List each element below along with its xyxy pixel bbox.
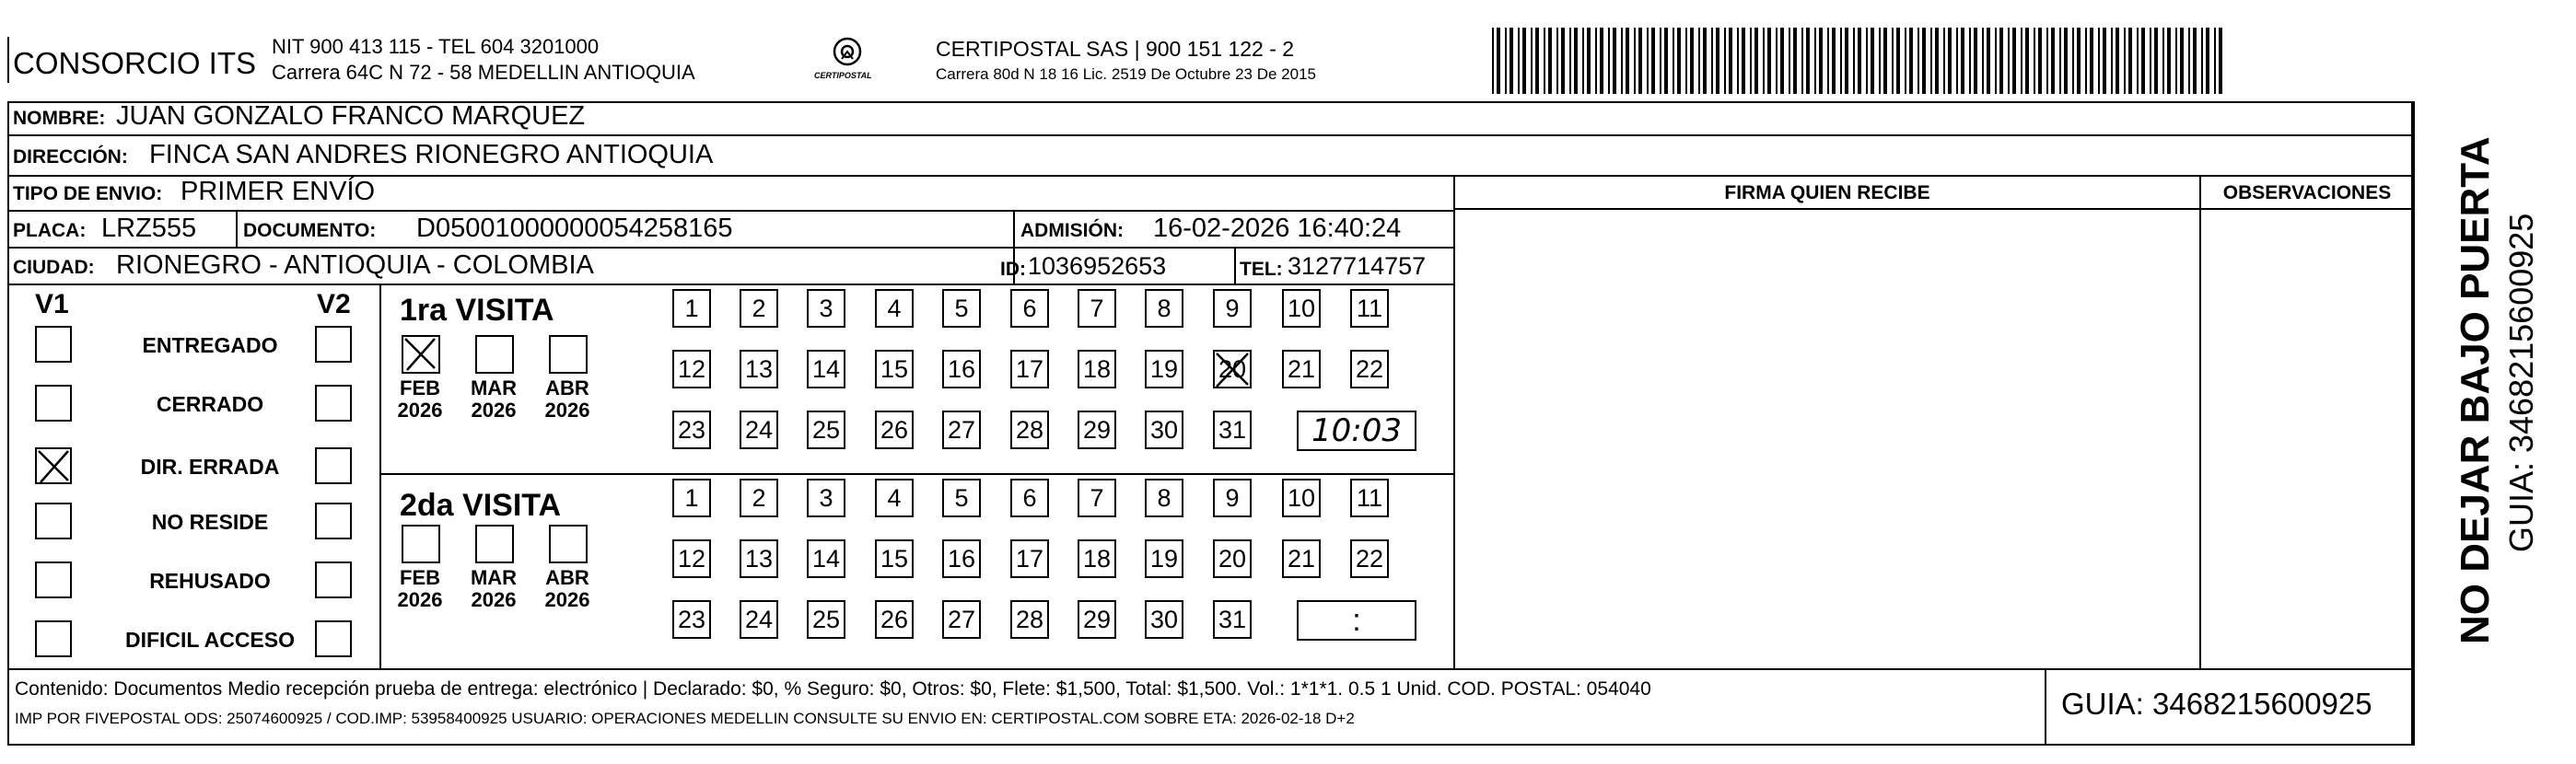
barcode-bar: [2167, 28, 2171, 94]
second-day-box: 4: [875, 479, 914, 517]
barcode-bar: [2141, 28, 2145, 94]
v1-checkbox: [35, 385, 72, 422]
first-month-checkbox: [475, 335, 514, 374]
barcode-bar: [1651, 28, 1655, 94]
second-day-box: 17: [1010, 539, 1049, 578]
barcode-bar: [2175, 28, 2177, 94]
barcode-bar: [2064, 28, 2068, 94]
firma-header: FIRMA QUIEN RECIBE: [1724, 182, 1930, 203]
second-visit-title: 2da VISITA: [400, 488, 562, 523]
barcode-bar: [1518, 28, 1520, 94]
nombre-value: JUAN GONZALO FRANCO MARQUEZ: [116, 101, 586, 131]
barcode-bar: [2111, 28, 2113, 94]
certipostal-address: Carrera 80d N 18 16 Lic. 2519 De Octubre 23 De 2015: [936, 65, 1316, 83]
barcode-bar: [1827, 28, 1829, 94]
barcode-bar: [2162, 28, 2164, 94]
barcode-bar: [1935, 28, 1939, 94]
ciudad-value: RIONEGRO - ANTIOQUIA - COLOMBIA: [116, 250, 594, 280]
second-day-box: 9: [1213, 479, 1252, 517]
first-day-box: 21: [1282, 350, 1321, 388]
second-day-box: 8: [1145, 479, 1183, 517]
barcode-bar: [1987, 28, 1990, 94]
first-day-box: 29: [1078, 411, 1116, 449]
barcode-bar: [2012, 28, 2016, 94]
first-month-name: ABR: [545, 376, 589, 399]
second-day-box: 22: [1350, 539, 1389, 578]
barcode-bar: [1750, 28, 1752, 94]
second-month-checkbox: [402, 525, 440, 563]
first-day-box: 25: [807, 411, 845, 449]
rule-visits-mid: [379, 473, 1453, 475]
barcode-bar: [2025, 28, 2029, 94]
admision-label: ADMISIÓN:: [1020, 220, 1124, 241]
barcode-bar: [1801, 28, 1803, 94]
first-day-box: 16: [942, 350, 981, 388]
barcode-bar: [1995, 28, 1997, 94]
barcode-bar: [2098, 28, 2100, 94]
first-time-box: 10:03: [1297, 411, 1416, 451]
barcode-bar: [1677, 28, 1681, 94]
first-day-box: 12: [672, 350, 711, 388]
barcode-bar: [1845, 28, 1848, 94]
barcode-bar: [1587, 28, 1591, 94]
barcode-bar: [1647, 28, 1649, 94]
barcode-bar: [2059, 28, 2061, 94]
direccion-value: FINCA SAN ANDRES RIONEGRO ANTIOQUIA: [149, 140, 714, 169]
first-day-box: 7: [1078, 289, 1116, 328]
second-day-box: 5: [942, 479, 981, 517]
barcode-bar: [1613, 28, 1616, 94]
barcode-bar: [2193, 28, 2197, 94]
second-day-box: 24: [740, 600, 778, 639]
rule-placa-doc: [236, 210, 238, 247]
barcode-bar: [2034, 28, 2035, 94]
second-day-box: 23: [672, 600, 711, 639]
second-day-box: 29: [1078, 600, 1116, 639]
first-day-box: 17: [1010, 350, 1049, 388]
first-month-year: 2026: [471, 399, 517, 422]
barcode-bar: [1595, 28, 1597, 94]
barcode-bar: [2072, 28, 2074, 94]
firma-area: [1455, 210, 2197, 666]
barcode-bar: [1574, 28, 1578, 94]
barcode-bar: [1892, 28, 1894, 94]
status-label: ENTREGADO: [142, 333, 278, 357]
first-day-box: 28: [1010, 411, 1049, 449]
second-time-box: :: [1297, 600, 1416, 641]
barcode-bar: [2116, 28, 2119, 94]
status-label: DIR. ERRADA: [140, 455, 280, 479]
second-day-box: 3: [807, 479, 845, 517]
barcode-bar: [2085, 28, 2087, 94]
first-month-name: MAR: [470, 376, 518, 399]
barcode-bar: [1716, 28, 1719, 94]
observaciones-header: OBSERVACIONES: [2222, 182, 2392, 203]
second-day-box: 12: [672, 539, 711, 578]
status-label: REHUSADO: [149, 569, 271, 593]
first-day-box: 31: [1213, 411, 1252, 449]
barcode-bar: [1690, 28, 1694, 94]
rule-footer-guia: [2045, 668, 2046, 746]
rule-visits-left: [379, 284, 381, 668]
second-month-name: FEB: [400, 566, 440, 589]
barcode-bar: [2077, 28, 2081, 94]
first-day-box: 9: [1213, 289, 1252, 328]
rule-right: [2413, 101, 2415, 746]
v2-checkbox: [315, 447, 352, 484]
company-name: CONSORCIO ITS: [13, 46, 257, 80]
barcode-bar: [1626, 28, 1629, 94]
first-day-box: 18: [1078, 350, 1116, 388]
v1-checkbox: [35, 326, 72, 363]
second-day-box: 7: [1078, 479, 1116, 517]
second-month-checkbox: [475, 525, 514, 563]
barcode-bar: [1767, 28, 1771, 94]
direccion-label: DIRECCIÓN:: [13, 146, 128, 168]
barcode-bar: [1896, 28, 1900, 94]
barcode-bar: [2103, 28, 2106, 94]
v1-header: V1: [35, 289, 69, 319]
barcode-bar: [2201, 28, 2203, 94]
logo-text: CERTIPOSTAL: [814, 71, 872, 80]
barcode-bar: [1544, 28, 1545, 94]
first-month-name: FEB: [400, 376, 440, 399]
barcode-bar: [1819, 28, 1823, 94]
second-day-box: 26: [875, 600, 914, 639]
second-month-name: ABR: [545, 566, 589, 589]
first-day-box: 3: [807, 289, 845, 328]
barcode-bar: [2128, 28, 2132, 94]
barcode-bar: [1634, 28, 1636, 94]
second-month-name: MAR: [470, 566, 518, 589]
first-day-box: 2: [740, 289, 778, 328]
first-day-box: 23: [672, 411, 711, 449]
second-day-box: 28: [1010, 600, 1049, 639]
footer-contenido: Contenido: Documentos Medio recepción prueba de entrega: electrónico | Declarado: $0, % Seguro: $0, Otros: $0, Flete: $1,500, Total: $1,500. Vol.: 1*1*1. 0.5 1 Unid. COD. POSTAL: 054040: [15, 678, 1651, 700]
barcode-bar: [1531, 28, 1533, 94]
barcode-bar: [1685, 28, 1687, 94]
nit-line: NIT 900 413 115 - TEL 604 3201000: [272, 35, 600, 58]
admision-value: 16-02-2026 16:40:24: [1153, 214, 1402, 243]
second-day-box: 2: [740, 479, 778, 517]
second-month-year: 2026: [544, 588, 590, 611]
barcode-bar: [1698, 28, 1700, 94]
side-guia: GUIA: 3468215600925: [2502, 213, 2540, 552]
placa-value: LRZ555: [101, 214, 197, 243]
side-warning: NO DEJAR BAJO PUERTA: [2453, 136, 2498, 644]
v2-checkbox: [315, 385, 352, 422]
barcode-bar: [1548, 28, 1552, 94]
barcode-bar: [1673, 28, 1674, 94]
barcode-bar: [1922, 28, 1926, 94]
barcode-bar: [1776, 28, 1778, 94]
barcode-bar: [1780, 28, 1784, 94]
tel-value: 3127714757: [1288, 252, 1427, 280]
second-month-checkbox: [549, 525, 588, 563]
barcode-bar: [2038, 28, 2042, 94]
barcode-bar: [1509, 28, 1513, 94]
first-day-box: 6: [1010, 289, 1049, 328]
observaciones-area: [2201, 210, 2411, 666]
barcode-bar: [2051, 28, 2055, 94]
second-day-box: 16: [942, 539, 981, 578]
first-day-box: 13: [740, 350, 778, 388]
second-day-box: 19: [1145, 539, 1183, 578]
second-day-box: 10: [1282, 479, 1321, 517]
barcode-bar: [2046, 28, 2048, 94]
company-address: Carrera 64C N 72 - 58 MEDELLIN ANTIOQUIA: [272, 61, 695, 84]
barcode-bar: [1763, 28, 1765, 94]
barcode-bar: [1638, 28, 1642, 94]
barcode-bar: [1871, 28, 1874, 94]
barcode-bar: [1522, 28, 1526, 94]
barcode-bar: [1492, 28, 1494, 94]
rule-placa: [7, 247, 1453, 249]
barcode-bar: [1737, 28, 1739, 94]
v2-header: V2: [317, 289, 351, 319]
first-day-box: 8: [1145, 289, 1183, 328]
barcode-bar: [1793, 28, 1797, 94]
v2-checkbox: [315, 503, 352, 539]
barcode-bar: [2137, 28, 2139, 94]
tipo-value: PRIMER ENVÍO: [181, 177, 376, 206]
barcode-bar: [1582, 28, 1584, 94]
rule-tipo: [7, 210, 1453, 212]
barcode-bar: [1621, 28, 1623, 94]
tel-label: TEL:: [1240, 259, 1283, 280]
barcode: [1492, 28, 2225, 94]
barcode-bar: [1561, 28, 1565, 94]
barcode-bar: [1930, 28, 1932, 94]
first-day-box: 11: [1350, 289, 1389, 328]
barcode-bar: [1703, 28, 1707, 94]
status-label: CERRADO: [156, 392, 264, 416]
first-day-box: 15: [875, 350, 914, 388]
second-day-box: 31: [1213, 600, 1252, 639]
status-label: DIFICIL ACCESO: [124, 628, 295, 652]
barcode-bar: [1917, 28, 1919, 94]
certipostal-line: CERTIPOSTAL SAS | 900 151 122 - 2: [936, 37, 1295, 61]
documento-value: D05001000000054258165: [416, 214, 733, 243]
barcode-bar: [1832, 28, 1836, 94]
barcode-bar: [1905, 28, 1906, 94]
barcode-bar: [1982, 28, 1984, 94]
barcode-bar: [2021, 28, 2022, 94]
nombre-label: NOMBRE:: [13, 108, 106, 129]
status-label: NO RESIDE: [151, 510, 269, 534]
ciudad-label: CIUDAD:: [13, 257, 95, 278]
documento-label: DOCUMENTO:: [243, 220, 377, 241]
second-day-box: 14: [807, 539, 845, 578]
rule-tel: [1234, 247, 1236, 284]
barcode-bar: [1858, 28, 1861, 94]
certipostal-logo: [810, 33, 884, 88]
barcode-bar: [2150, 28, 2151, 94]
barcode-bar: [1600, 28, 1603, 94]
first-day-box: 5: [942, 289, 981, 328]
barcode-bar: [1883, 28, 1887, 94]
second-day-box: 6: [1010, 479, 1049, 517]
id-value: 1036952653: [1028, 252, 1167, 280]
barcode-bar: [1505, 28, 1507, 94]
barcode-bar: [1879, 28, 1881, 94]
footer-imp: IMP POR FIVEPOSTAL ODS: 25074600925 / COD.IMP: 53958400925 USUARIO: OPERACIONES MEDELLIN CONSULTE SU ENVIO EN: CERTIPOSTAL.COM SOBRE ETA: 2026-02-18 D+2: [15, 710, 1355, 727]
first-month-checkbox: [549, 335, 588, 374]
barcode-bar: [1569, 28, 1571, 94]
first-day-box: 10: [1282, 289, 1321, 328]
barcode-bar: [1974, 28, 1977, 94]
barcode-bar: [1806, 28, 1810, 94]
barcode-bar: [1711, 28, 1713, 94]
barcode-bar: [2154, 28, 2158, 94]
first-day-box: 30: [1145, 411, 1183, 449]
barcode-bar: [1909, 28, 1913, 94]
first-day-box: 24: [740, 411, 778, 449]
rule-ciudad: [7, 284, 1453, 285]
placa-label: PLACA:: [13, 220, 87, 241]
footer-guia: GUIA: 3468215600925: [2061, 689, 2372, 719]
first-day-box: 26: [875, 411, 914, 449]
second-day-box: 1: [672, 479, 711, 517]
barcode-bar: [2008, 28, 2010, 94]
barcode-bar: [1660, 28, 1661, 94]
barcode-bar: [1608, 28, 1610, 94]
barcode-bar: [1943, 28, 1945, 94]
barcode-bar: [1814, 28, 1816, 94]
first-day-box: 4: [875, 289, 914, 328]
barcode-bar: [1840, 28, 1842, 94]
second-day-box: 13: [740, 539, 778, 578]
second-day-box: 30: [1145, 600, 1183, 639]
first-visit-title: 1ra VISITA: [400, 293, 554, 328]
barcode-bar: [1535, 28, 1539, 94]
first-day-box: 1: [672, 289, 711, 328]
first-month-year: 2026: [544, 399, 590, 422]
second-day-box: 25: [807, 600, 845, 639]
barcode-bar: [2090, 28, 2093, 94]
barcode-bar: [1999, 28, 2003, 94]
barcode-bar: [1789, 28, 1790, 94]
v2-checkbox: [315, 326, 352, 363]
second-month-year: 2026: [397, 588, 443, 611]
first-day-box: 19: [1145, 350, 1183, 388]
barcode-bar: [1866, 28, 1868, 94]
v1-checkbox: [35, 447, 72, 484]
barcode-bar: [1956, 28, 1958, 94]
tipo-label: TIPO DE ENVIO:: [13, 183, 163, 204]
first-day-box: 14: [807, 350, 845, 388]
barcode-bar: [1664, 28, 1668, 94]
v1-checkbox: [35, 503, 72, 539]
barcode-bar: [2188, 28, 2190, 94]
first-day-box: 27: [942, 411, 981, 449]
barcode-bar: [1497, 28, 1500, 94]
second-day-box: 15: [875, 539, 914, 578]
rule-footer: [7, 668, 2413, 670]
v2-checkbox: [315, 561, 352, 598]
v1-checkbox: [35, 561, 72, 598]
second-month-year: 2026: [471, 588, 517, 611]
barcode-bar: [1724, 28, 1726, 94]
header-left-rule: [7, 37, 9, 83]
barcode-bar: [2206, 28, 2209, 94]
first-day-box: 22: [1350, 350, 1389, 388]
second-day-box: 11: [1350, 479, 1389, 517]
barcode-bar: [1556, 28, 1558, 94]
barcode-bar: [1729, 28, 1732, 94]
barcode-bar: [1754, 28, 1758, 94]
barcode-bar: [2219, 28, 2222, 94]
v1-checkbox: [35, 620, 72, 657]
barcode-bar: [1961, 28, 1964, 94]
first-month-year: 2026: [397, 399, 443, 422]
second-day-box: 27: [942, 600, 981, 639]
v2-checkbox: [315, 620, 352, 657]
barcode-bar: [2180, 28, 2184, 94]
first-month-checkbox: [402, 335, 440, 374]
barcode-bar: [1969, 28, 1971, 94]
second-day-box: 21: [1282, 539, 1321, 578]
second-day-box: 18: [1078, 539, 1116, 578]
rule-nombre: [7, 134, 2413, 136]
barcode-bar: [2214, 28, 2216, 94]
barcode-bar: [1853, 28, 1855, 94]
id-label: ID:: [1000, 259, 1026, 280]
barcode-bar: [1948, 28, 1952, 94]
barcode-bar: [1742, 28, 1745, 94]
first-day-box: 20: [1213, 350, 1252, 388]
second-day-box: 20: [1213, 539, 1252, 578]
barcode-bar: [2124, 28, 2126, 94]
